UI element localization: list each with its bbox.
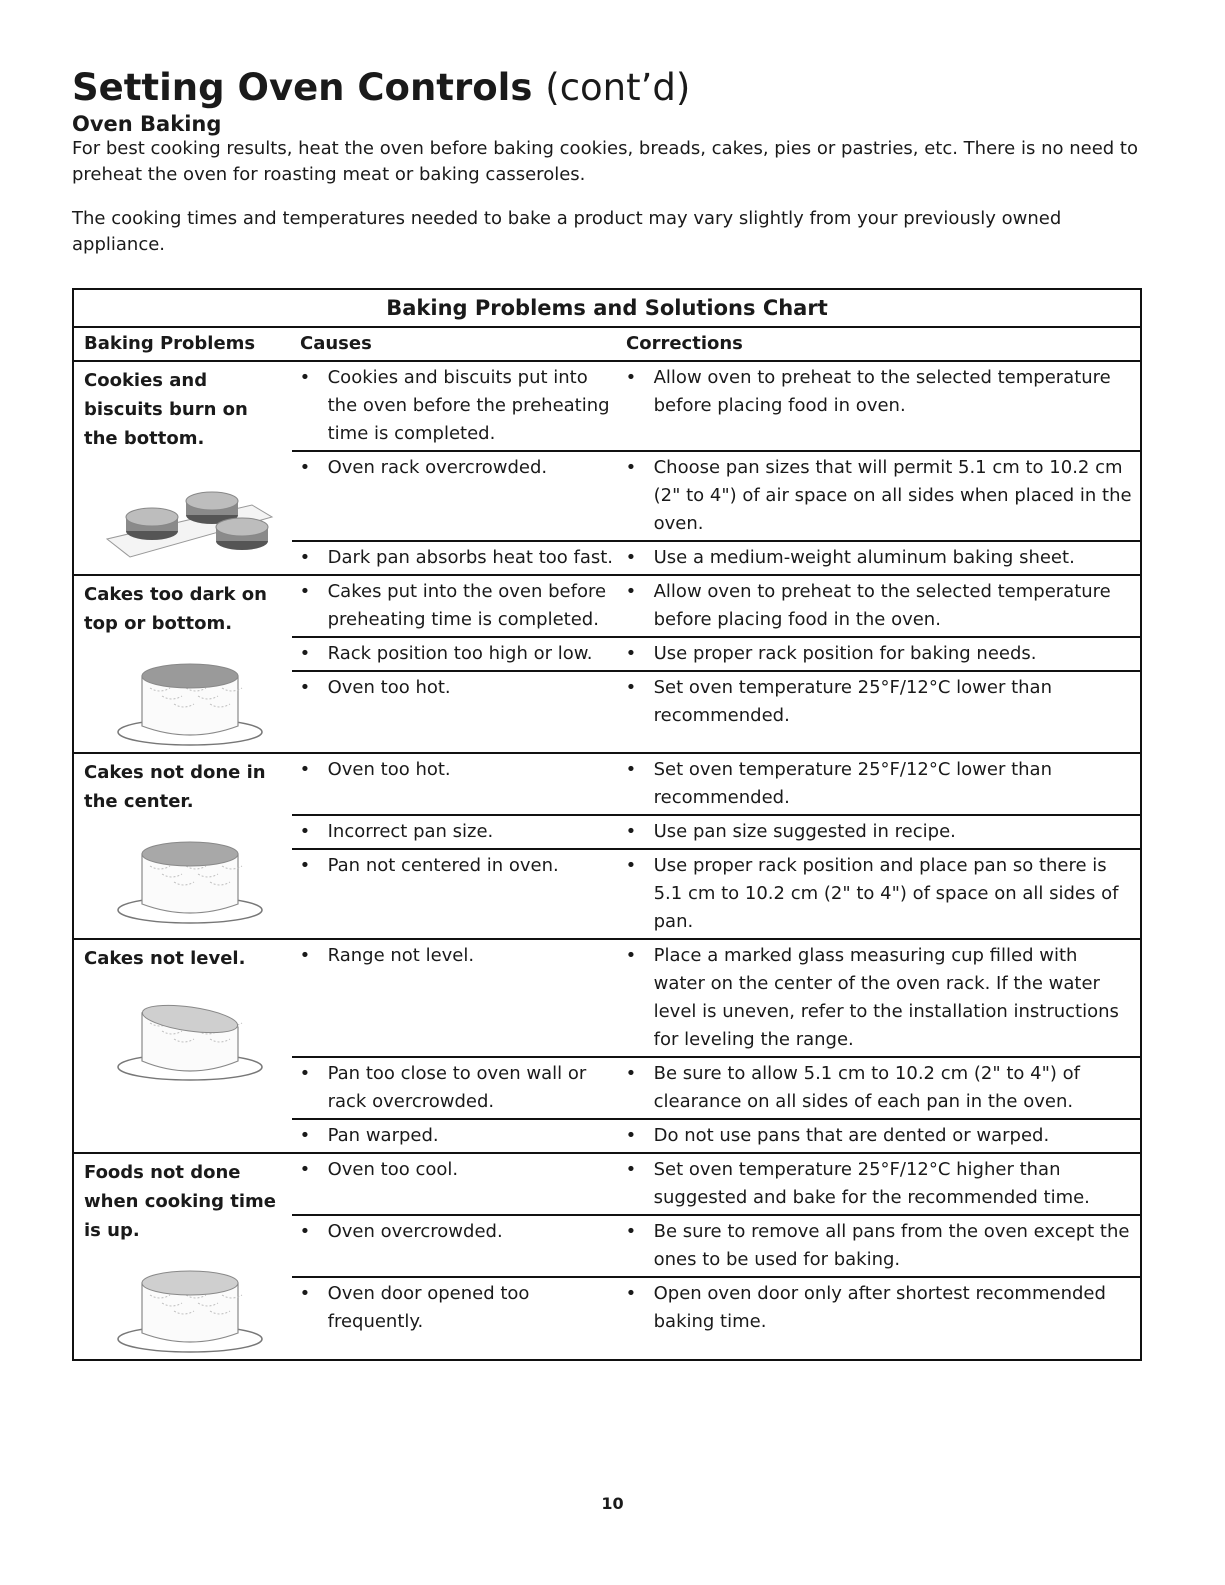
entries-list	[292, 362, 1140, 574]
baking-problems-chart	[72, 288, 1142, 1361]
cause-text: Incorrect pan size.	[327, 821, 494, 842]
correction-cell	[620, 1280, 1140, 1336]
cause-cell	[292, 1122, 620, 1150]
bullet: •	[299, 1063, 311, 1084]
entry-row	[292, 940, 1140, 1058]
cause-text: Dark pan absorbs heat too fast.	[327, 547, 614, 568]
correction-text: Set oven temperature 25°F/12°C higher than suggested and bake for the recommended time.	[653, 1159, 1090, 1208]
page-title	[72, 64, 690, 112]
entry-row	[292, 1278, 1140, 1338]
cause-text: Pan not centered in oven.	[327, 855, 559, 876]
bullet: •	[299, 1125, 311, 1146]
bullet: •	[299, 945, 311, 966]
cause-text: Cookies and biscuits put into the oven before the preheating time is completed.	[327, 367, 610, 444]
bullet: •	[299, 821, 311, 842]
cause-text: Rack position too high or low.	[327, 643, 593, 664]
cause-text: Pan warped.	[327, 1125, 439, 1146]
bullet: •	[625, 821, 637, 842]
cause-cell	[292, 942, 620, 1054]
bullet: •	[625, 547, 637, 568]
correction-text: Be sure to remove all pans from the oven except the ones to be used for baking.	[653, 1221, 1130, 1270]
entry-row	[292, 816, 1140, 850]
entry-row	[292, 672, 1140, 732]
bullet: •	[625, 855, 637, 876]
bullet: •	[625, 945, 637, 966]
page-title-main: Setting Oven Controls	[72, 66, 533, 109]
bullet: •	[299, 581, 311, 602]
entry-row	[292, 1120, 1140, 1152]
bullet: •	[625, 457, 637, 478]
correction-cell	[620, 1060, 1140, 1116]
cake-icon	[102, 652, 277, 752]
section-title: Oven Baking	[72, 112, 222, 136]
bullet: •	[299, 759, 311, 780]
correction-cell	[620, 818, 1140, 846]
problem-group	[74, 1154, 1140, 1359]
entry-row	[292, 362, 1140, 452]
correction-text: Allow oven to preheat to the selected temperature before placing food in the oven.	[653, 581, 1111, 630]
correction-cell	[620, 544, 1140, 572]
intro-paragraph-2: The cooking times and temperatures needed to bake a product may vary slightly from your previously owned appliance.	[72, 208, 1062, 255]
chart-body	[74, 362, 1140, 1359]
cause-cell	[292, 674, 620, 730]
problem-label: Cakes not level.	[84, 948, 246, 969]
correction-text: Allow oven to preheat to the selected temperature before placing food in oven.	[653, 367, 1111, 416]
correction-text: Use proper rack position for baking needs.	[653, 643, 1037, 664]
correction-cell	[620, 1156, 1140, 1212]
cause-text: Oven door opened too frequently.	[327, 1283, 530, 1332]
correction-cell	[620, 1122, 1140, 1150]
cause-cell	[292, 1060, 620, 1116]
bullet: •	[625, 1063, 637, 1084]
entries-list	[292, 940, 1140, 1152]
correction-text: Use proper rack position and place pan so there is 5.1 cm to 10.2 cm (2" to 4") of space on all sides of pan.	[653, 855, 1119, 932]
cause-cell	[292, 1156, 620, 1212]
correction-text: Open oven door only after shortest recommended baking time.	[653, 1283, 1106, 1332]
entry-row	[292, 754, 1140, 816]
problem-cell	[74, 1154, 292, 1359]
problem-group	[74, 754, 1140, 940]
entry-row	[292, 1154, 1140, 1216]
entry-row	[292, 542, 1140, 574]
cause-cell	[292, 852, 620, 936]
cause-cell	[292, 578, 620, 634]
cause-cell	[292, 544, 620, 572]
bullet: •	[625, 1221, 637, 1242]
correction-cell	[620, 1218, 1140, 1274]
chart-header-row	[74, 328, 1140, 362]
cake-sunken-center-icon	[102, 830, 277, 930]
cause-text: Pan too close to oven wall or rack overcrowded.	[327, 1063, 587, 1112]
correction-text: Be sure to allow 5.1 cm to 10.2 cm (2" to 4") of clearance on all sides of each pan in the oven.	[653, 1063, 1080, 1112]
problem-label: Cookies and biscuits burn on the bottom.	[84, 370, 248, 449]
entry-row	[292, 452, 1140, 542]
entry-row	[292, 576, 1140, 638]
header-baking-problems: Baking Problems	[84, 333, 256, 354]
page-title-suffix: (cont’d)	[545, 66, 691, 109]
bullet: •	[299, 1221, 311, 1242]
correction-cell	[620, 640, 1140, 668]
intro-paragraph-1: For best cooking results, heat the oven before baking cookies, breads, cakes, pies or pastries, etc. There is no need to preheat the oven for roasting meat or baking casseroles.	[72, 138, 1138, 185]
cause-text: Range not level.	[327, 945, 475, 966]
cause-cell	[292, 818, 620, 846]
chart-title: Baking Problems and Solutions Chart	[74, 290, 1140, 328]
entries-list	[292, 576, 1140, 752]
problem-group	[74, 576, 1140, 754]
page-number: 10	[601, 1494, 624, 1513]
cake-tilted-icon	[102, 987, 277, 1087]
problem-group	[74, 940, 1140, 1154]
cause-text: Oven rack overcrowded.	[327, 457, 548, 478]
correction-cell	[620, 852, 1140, 936]
problem-cell	[74, 576, 292, 752]
cause-cell	[292, 756, 620, 812]
cause-cell	[292, 640, 620, 668]
entry-row	[292, 1216, 1140, 1278]
bullet: •	[299, 547, 311, 568]
entries-list	[292, 1154, 1140, 1359]
problem-group	[74, 362, 1140, 576]
correction-text: Use a medium-weight aluminum baking sheet.	[653, 547, 1075, 568]
problem-label: Foods not done when cooking time is up.	[84, 1162, 276, 1241]
correction-cell	[620, 454, 1140, 538]
entry-row	[292, 1058, 1140, 1120]
bullet: •	[299, 1283, 311, 1304]
cause-text: Oven too cool.	[327, 1159, 459, 1180]
entry-row	[292, 850, 1140, 938]
bullet: •	[299, 677, 311, 698]
bullet: •	[299, 643, 311, 664]
bullet: •	[625, 643, 637, 664]
cause-text: Oven too hot.	[327, 677, 451, 698]
header-causes: Causes	[300, 333, 372, 354]
problem-label: Cakes too dark on top or bottom.	[84, 584, 267, 634]
cause-text: Oven too hot.	[327, 759, 451, 780]
correction-text: Choose pan sizes that will permit 5.1 cm to 10.2 cm (2" to 4") of air space on all sides when placed in the oven.	[653, 457, 1132, 534]
cause-cell	[292, 364, 620, 448]
problem-cell	[74, 940, 292, 1152]
entry-row	[292, 638, 1140, 672]
cookies-on-pan-icon	[102, 467, 277, 567]
correction-cell	[620, 756, 1140, 812]
bullet: •	[299, 457, 311, 478]
cause-cell	[292, 1218, 620, 1274]
correction-text: Set oven temperature 25°F/12°C lower than recommended.	[653, 677, 1052, 726]
correction-text: Use pan size suggested in recipe.	[653, 821, 956, 842]
cause-text: Cakes put into the oven before preheating time is completed.	[327, 581, 607, 630]
bullet: •	[625, 1283, 637, 1304]
correction-text: Do not use pans that are dented or warped.	[653, 1125, 1050, 1146]
header-corrections: Corrections	[626, 333, 743, 354]
correction-cell	[620, 578, 1140, 634]
bullet: •	[625, 759, 637, 780]
correction-cell	[620, 674, 1140, 730]
correction-cell	[620, 942, 1140, 1054]
problem-label: Cakes not done in the center.	[84, 762, 266, 812]
problem-cell	[74, 362, 292, 574]
cause-cell	[292, 454, 620, 538]
correction-text: Set oven temperature 25°F/12°C lower than recommended.	[653, 759, 1052, 808]
cause-text: Oven overcrowded.	[327, 1221, 503, 1242]
bullet: •	[625, 677, 637, 698]
bullet: •	[299, 367, 311, 388]
cake-undercooked-icon	[102, 1259, 277, 1359]
problem-cell	[74, 754, 292, 938]
bullet: •	[299, 855, 311, 876]
bullet: •	[625, 1159, 637, 1180]
bullet: •	[625, 367, 637, 388]
entries-list	[292, 754, 1140, 938]
bullet: •	[625, 581, 637, 602]
bullet: •	[625, 1125, 637, 1146]
correction-text: Place a marked glass measuring cup filled with water on the center of the oven rack. If the water level is uneven, refer to the installation instructions for leveling the range.	[653, 945, 1119, 1050]
correction-cell	[620, 364, 1140, 448]
cause-cell	[292, 1280, 620, 1336]
bullet: •	[299, 1159, 311, 1180]
